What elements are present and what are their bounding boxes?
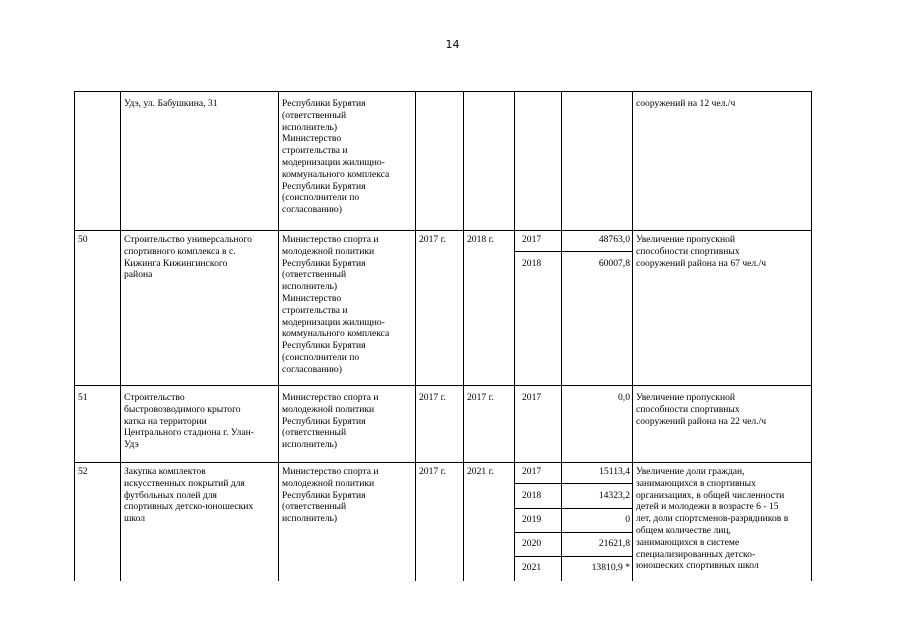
row-50-year-2: 2018 xyxy=(522,258,542,269)
row-51-year-1: 2017 xyxy=(522,392,542,403)
row-52-year-2: 2018 xyxy=(522,490,542,501)
row-52-number: 52 xyxy=(78,466,88,477)
row-52-year-4: 2020 xyxy=(522,538,542,549)
row-51-start: 2017 г. xyxy=(419,392,446,403)
row-50-sum-1: 48763,0 xyxy=(598,234,630,245)
row-52-sum-4: 21621,8 xyxy=(598,538,630,549)
row-51-number: 51 xyxy=(78,392,88,403)
row-52-name: Закупка комплектов искусственных покрытий для футбольных полей для спортивных детско-юношеских школ xyxy=(124,466,254,525)
row-52-year-3: 2019 xyxy=(522,514,542,525)
page-number: 14 xyxy=(445,38,460,51)
row-52-year-5: 2021 xyxy=(522,562,542,573)
row-51-end: 2017 г. xyxy=(467,392,494,403)
row-51-result: Увеличение пропускной способности спортивных сооружений района на 22 чел./ч xyxy=(636,392,767,427)
row-52-sum-2: 14323,2 xyxy=(598,490,630,501)
cont-executor: Республики Бурятия (ответственный исполнитель) Министерство строительства и модернизации жилищно- коммунального комплекса Республики Бурятия (соисполнители по согласованию) xyxy=(282,98,390,216)
row-52-sum-3: 0 xyxy=(625,514,630,525)
row-50-result: Увеличение пропускной способности спортивных сооружений района на 67 чел./ч xyxy=(636,234,767,269)
row-52-end: 2021 г. xyxy=(467,466,494,477)
row-52-result: Увеличение доли граждан, занимающихся в спортивных организациях, в общей численности детей и молодежи в возрасте 6 - 15 лет, доли спортсменов-разрядников в общем количестве лиц, занимающихся в системе специализированных детско- юношеских спортивных школ xyxy=(636,466,789,572)
cont-result: сооружений на 12 чел./ч xyxy=(636,98,736,109)
row-50-sum-2: 60007,8 xyxy=(598,258,630,269)
row-50-name: Строительство универсального спортивного комплекса в с. Кижинга Кижингинского района xyxy=(124,234,252,281)
row-50-start: 2017 г. xyxy=(419,234,446,245)
row-52-sum-5: 13810,9 * xyxy=(591,562,630,573)
row-52-sum-1: 15113,4 xyxy=(599,466,630,477)
row-52-executor: Министерство спорта и молодежной политики Республики Бурятия (ответственный исполнитель) xyxy=(282,466,379,525)
program-table xyxy=(74,91,812,581)
row-52-year-1: 2017 xyxy=(522,466,542,477)
row-51-sum-1: 0,0 xyxy=(618,392,630,403)
row-50-executor: Министерство спорта и молодежной политики Республики Бурятия (ответственный исполнитель) Министерство строительства и модернизации жилищно- коммунального комплекса Республики Бурятия (соисполнители по согласованию) xyxy=(282,234,390,375)
row-50-year-1: 2017 xyxy=(522,234,542,245)
row-50-number: 50 xyxy=(78,234,88,245)
row-51-name: Строительство быстровозводимого крытого катка на территории Центрального стадиона г. Улан- Удэ xyxy=(124,392,254,451)
row-51-executor: Министерство спорта и молодежной политики Республики Бурятия (ответственный исполнитель) xyxy=(282,392,379,451)
cont-name: Удэ, ул. Бабушкина, 31 xyxy=(124,98,218,109)
row-50-end: 2018 г. xyxy=(467,234,494,245)
row-52-start: 2017 г. xyxy=(419,466,446,477)
